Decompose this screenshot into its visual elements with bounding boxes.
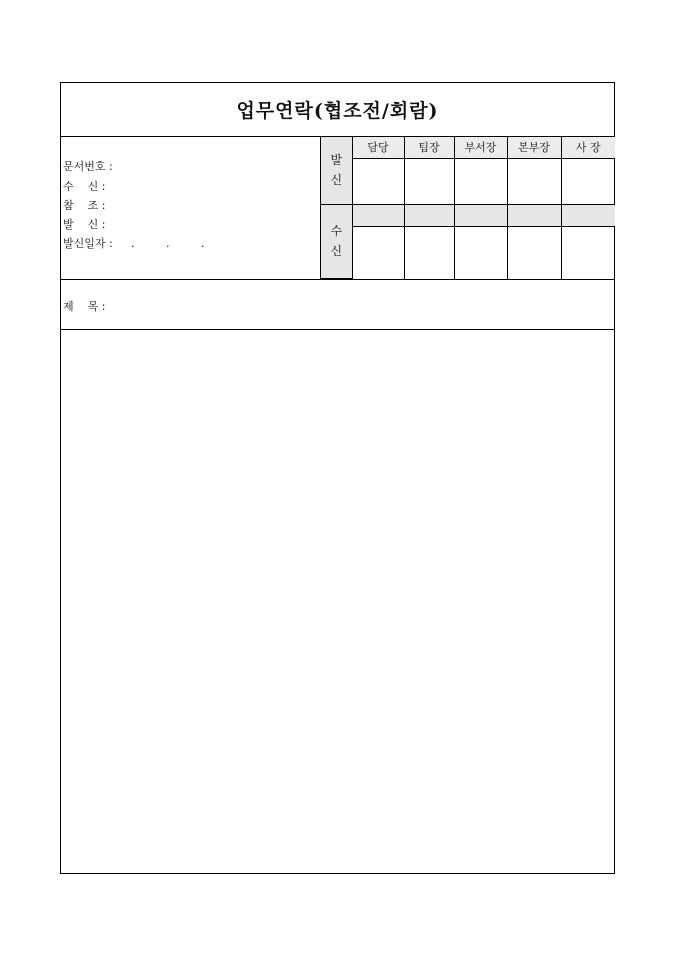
doc-number-label: 문서번호 :	[63, 160, 113, 173]
receive-approval-label: 수 신	[321, 204, 352, 278]
send-date-row	[63, 234, 218, 252]
approval-box	[320, 137, 614, 279]
column-header-staff: 담당	[352, 137, 404, 158]
receive-header-cell	[404, 204, 454, 226]
recipient-label: 수 신 :	[63, 180, 106, 193]
subject-row	[63, 298, 121, 314]
receive-header-cell	[561, 204, 615, 226]
sender-row	[63, 215, 125, 233]
send-date-label: 발신일자 :	[63, 237, 113, 250]
reference-label: 참 조 :	[63, 199, 106, 212]
business-memo-form	[60, 82, 615, 874]
send-sign-team-lead[interactable]	[404, 158, 454, 204]
column-header-team-lead: 팀장	[404, 137, 454, 158]
document-info-section	[61, 137, 321, 279]
receive-sign-cell[interactable]	[561, 226, 615, 279]
send-approval-label: 발 신	[321, 137, 352, 204]
receive-header-cell	[352, 204, 404, 226]
send-sign-staff[interactable]	[352, 158, 404, 204]
send-sign-president[interactable]	[561, 158, 615, 204]
receive-sign-cell[interactable]	[507, 226, 561, 279]
approval-table	[321, 137, 615, 279]
column-header-division-head: 본부장	[507, 137, 561, 158]
receive-sign-cell[interactable]	[352, 226, 404, 279]
receive-header-cell	[454, 204, 507, 226]
subject-label: 제 목 :	[63, 300, 106, 313]
send-sign-division-head[interactable]	[507, 158, 561, 204]
receive-header-cell	[507, 204, 561, 226]
send-date-value[interactable]: . . .	[131, 236, 219, 250]
recipient-row	[63, 177, 125, 195]
doc-number-row	[63, 157, 125, 175]
subject-section	[61, 279, 614, 330]
memo-body-area[interactable]	[61, 330, 614, 873]
column-header-president: 사 장	[561, 137, 615, 158]
send-sign-dept-head[interactable]	[454, 158, 507, 204]
column-header-dept-head: 부서장	[454, 137, 507, 158]
sender-label: 발 신 :	[63, 218, 106, 231]
receive-sign-cell[interactable]	[454, 226, 507, 279]
reference-row	[63, 196, 125, 214]
receive-sign-cell[interactable]	[404, 226, 454, 279]
form-title: 업무연락(협조전/회람)	[61, 83, 614, 137]
